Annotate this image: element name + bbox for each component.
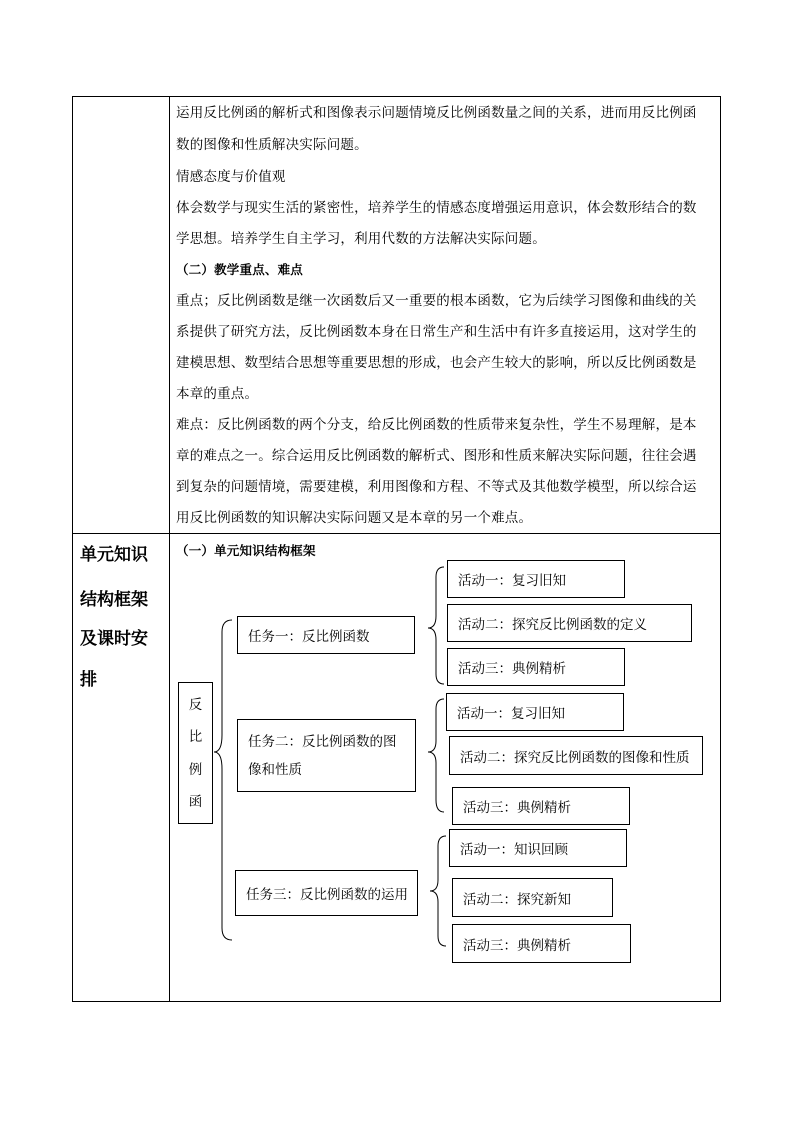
side-label-line: 排 — [80, 670, 97, 690]
activity-label: 活动三：典例精析 — [463, 937, 571, 954]
activity-label: 活动一：复习旧知 — [457, 706, 565, 722]
task-label: 任务一：反比例函数 — [248, 629, 370, 645]
text-line: 系提供了研究方法，反比例函数本身在日常生产和生活中有许多直接运用，这对学生的 — [176, 324, 697, 340]
activity-label: 活动二：探究反比例函数的图像和性质 — [460, 749, 690, 766]
text-line: 学思想。培养学生自主学习，利用代数的方法解决实际问题。 — [176, 231, 546, 247]
activity-node — [449, 736, 703, 775]
root-char: 比 — [188, 729, 203, 745]
activity-node — [452, 787, 630, 825]
side-label-line: 及课时安 — [80, 629, 148, 649]
section-heading: （二）教学重点、难点 — [176, 262, 304, 277]
root-char: 例 — [188, 762, 203, 778]
task-label: 任务二：反比例函数的图像和性质 — [248, 733, 397, 778]
root-char: 函 — [188, 794, 203, 810]
root-char: 反 — [188, 697, 203, 713]
text-line: 运用反比例函的解析式和图像表示问题情境反比例函数量之间的关系，进而用反比例函 — [176, 105, 697, 121]
text-line: 用反比例函数的知识解决实际问题又是本章的另一个难点。 — [176, 510, 533, 526]
text-line: 重点；反比例函数是继一次函数后又一重要的根本函数，它为后续学习图像和曲线的关 — [176, 293, 697, 309]
activity-label: 活动二：探究反比例函数的定义 — [458, 617, 647, 633]
activity-label: 活动三：典例精析 — [463, 800, 571, 816]
activity-node — [446, 693, 624, 731]
activity-node — [447, 648, 625, 686]
text-line: 到复杂的问题情境，需要建模，利用图像和方程、不等式及其他数学模型，所以综合运 — [176, 479, 697, 495]
activity-label: 活动一：复习旧知 — [458, 573, 566, 589]
root-node — [178, 682, 213, 824]
task1-brace — [428, 567, 444, 684]
task2-brace — [428, 699, 444, 812]
activity-label: 活动二：探究新知 — [463, 891, 571, 908]
task-node — [235, 870, 418, 916]
activity-node — [449, 829, 627, 867]
text-line: 体会数学与现实生活的紧密性，培养学生的情感态度增强运用意识，体会数形结合的数 — [176, 200, 697, 216]
task-node — [237, 719, 416, 792]
side-label-line: 单元知识 — [80, 545, 148, 565]
text-line: 建模思想、数型结合思想等重要思想的形成，也会产生较大的影响，所以反比例函数是 — [176, 355, 697, 371]
task-node — [237, 616, 415, 654]
structure-section-title: （一）单元知识结构框架 — [176, 543, 316, 558]
task-label: 任务三：反比例函数的运用 — [246, 887, 408, 903]
side-label-line: 结构框架 — [80, 590, 148, 610]
activity-label: 活动一：知识回顾 — [460, 842, 568, 858]
activity-node — [447, 560, 625, 598]
text-line: 数的图像和性质解决实际问题。 — [176, 137, 368, 153]
activity-node — [447, 604, 692, 642]
text-line: 章的难点之一。综合运用反比例函数的解析式、图形和性质来解决实际问题，往往会遇 — [176, 448, 697, 464]
text-line: 本章的重点。 — [176, 386, 259, 402]
activity-node — [452, 878, 613, 917]
activity-label: 活动三：典例精析 — [458, 661, 566, 677]
task3-brace — [430, 836, 446, 946]
root-brace — [214, 620, 232, 940]
text-line: 情感态度与价值观 — [176, 169, 286, 185]
activity-node — [452, 924, 631, 963]
text-line: 难点：反比例函数的两个分支，给反比例函数的性质带来复杂性，学生不易理解，是本 — [176, 417, 697, 433]
